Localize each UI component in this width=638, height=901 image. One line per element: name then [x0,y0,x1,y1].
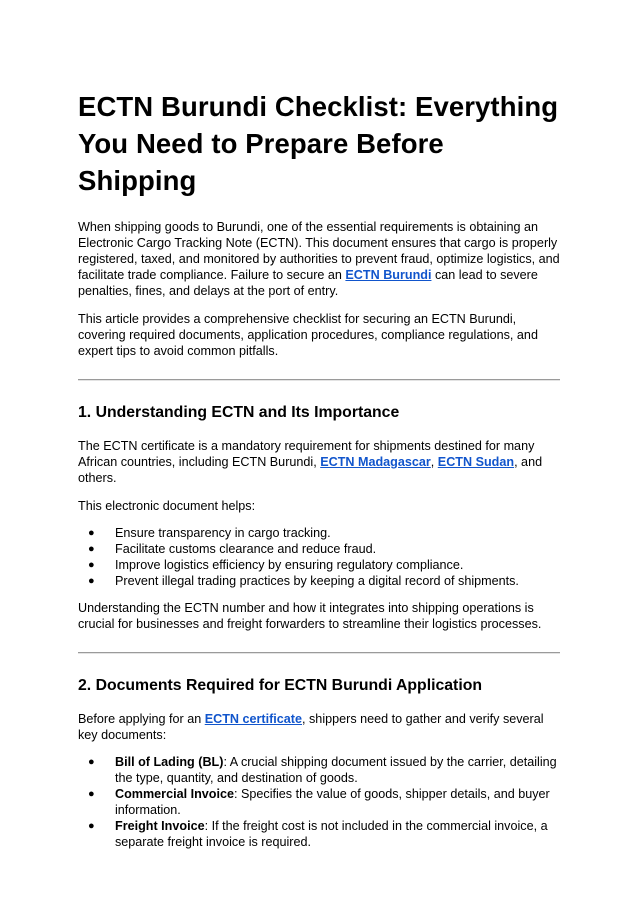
section-2-bullet-list [78,754,560,850]
list-item [78,525,560,541]
list-item [78,573,560,589]
section-2-text-before: Before applying for an [78,712,205,726]
bullet-icon: ● [88,527,95,539]
page-title: ECTN Burundi Checklist: Everything You Need to Prepare Before Shipping [78,91,559,196]
section-1-paragraph-2: This electronic document helps: [78,499,256,513]
list-item-text: Improve logistics efficiency by ensuring regulatory compliance. [115,558,464,572]
section-1-text-after: , and others. [78,455,543,485]
list-item-text: Ensure transparency in cargo tracking. [115,526,331,540]
bullet-icon: ● [88,543,95,555]
bullet-icon: ● [88,756,95,768]
list-item-term: Freight Invoice [115,819,205,833]
list-item-text: : If the freight cost is not included in the commercial invoice, a separate freight invoice is required. [115,819,548,849]
bullet-icon: ● [88,559,95,571]
document-page [78,88,560,861]
list-item [78,557,560,573]
ectn-madagascar-link[interactable]: ECTN Madagascar [320,455,431,469]
list-item-term: Commercial Invoice [115,787,234,801]
section-1-text-before: The ECTN certificate is a mandatory requirement for shipments destined for many African countries, including ECTN Burundi, [78,439,535,469]
list-item-text: : A crucial shipping document issued by the carrier, detailing the type, quantity, and destination of goods. [115,755,557,785]
list-item [78,786,560,818]
ectn-burundi-link[interactable]: ECTN Burundi [345,268,432,282]
section-1-bullet-list [78,525,560,589]
intro-text-before: When shipping goods to Burundi, one of the essential requirements is obtaining an Electronic Cargo Tracking Note (ECTN). This document ensures that cargo is properly registered, taxed, and monitored by authorities to prevent fraud, optimize logistics, and facilitate trade compliance. Failure to secure an [78,220,560,282]
bullet-icon: ● [88,820,95,832]
bullet-icon: ● [88,788,95,800]
intro-paragraph-1 [78,219,560,299]
intro-paragraph-2: This article provides a comprehensive checklist for securing an ECTN Burundi, covering required documents, application procedures, compliance regulations, and expert tips to avoid common pitfalls. [78,312,538,358]
section-2-paragraph-1 [78,711,560,743]
bullet-icon: ● [88,575,95,587]
ectn-certificate-link[interactable]: ECTN certificate [204,712,303,726]
section-2-text-after: , shippers need to gather and verify several key documents: [78,712,544,742]
link-separator: , [430,455,438,469]
list-item-term: Bill of Lading (BL) [115,755,224,769]
intro-text-after: can lead to severe penalties, fines, and delays at the port of entry. [78,268,538,298]
ectn-sudan-link[interactable]: ECTN Sudan [437,455,515,469]
section-divider [78,379,560,381]
section-2-heading: 2. Documents Required for ECTN Burundi Application [78,677,483,694]
list-item [78,818,560,850]
section-divider [78,652,560,654]
list-item-text: : Specifies the value of goods, shipper details, and buyer information. [115,787,550,817]
list-item [78,754,560,786]
section-1-heading: 1. Understanding ECTN and Its Importance [78,404,400,421]
list-item [78,541,560,557]
list-item-text: Facilitate customs clearance and reduce fraud. [115,542,377,556]
section-1-paragraph-1 [78,438,560,486]
section-1-paragraph-3: Understanding the ECTN number and how it integrates into shipping operations is crucial for businesses and freight forwarders to streamline their logistics processes. [78,601,542,631]
list-item-text: Prevent illegal trading practices by keeping a digital record of shipments. [115,574,519,588]
